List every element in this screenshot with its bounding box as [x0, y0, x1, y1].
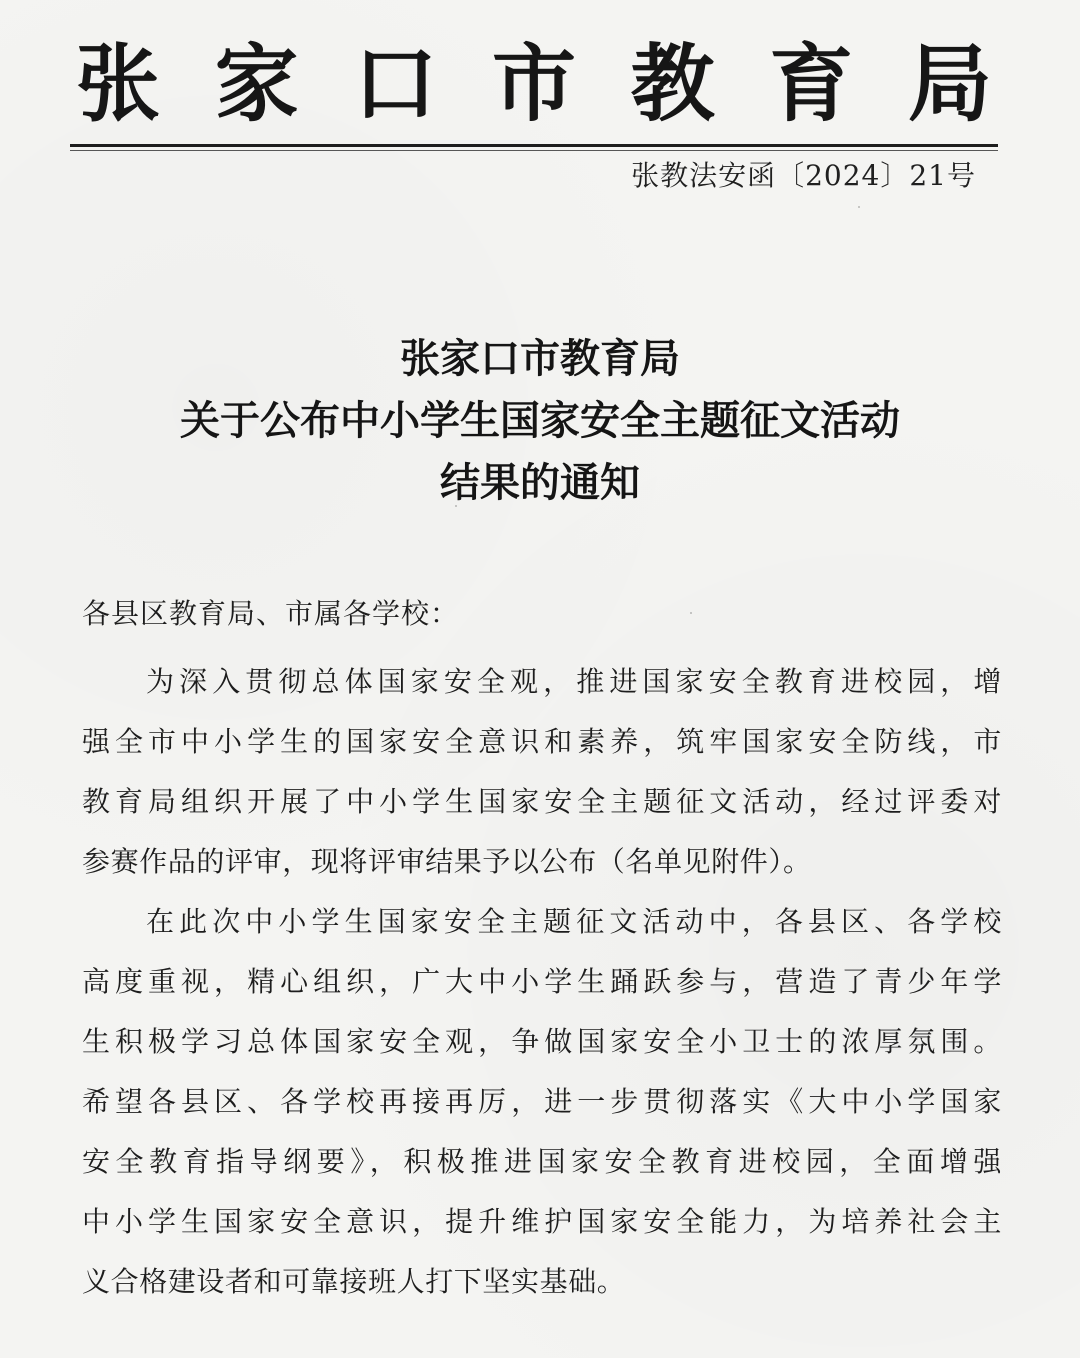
scan-speck: [690, 612, 692, 614]
letterhead-title: [70, 34, 998, 134]
letterhead-char: 张: [75, 35, 160, 133]
letterhead-char: 局: [907, 35, 992, 133]
paragraph-1-line: 教育局组织开展了中小学生国家安全主题征文活动，经过评委对: [82, 785, 1002, 818]
letterhead-char: 教: [630, 35, 715, 133]
paragraph-2-line: 希望各县区、各学校再接再厉，进一步贯彻落实《大中小学国家: [82, 1085, 1002, 1118]
paragraph-1-line: 强全市中小学生的国家安全意识和素养，筑牢国家安全防线，市: [82, 725, 1002, 758]
scan-speck: [858, 206, 860, 208]
document-number: 张教法安函〔2024〕21号: [631, 159, 976, 192]
paragraph-1-line: 为深入贯彻总体国家安全观，推进国家安全教育进校园，增: [146, 665, 1002, 698]
paragraph-2-line: 高度重视，精心组织，广大中小学生踊跃参与，营造了青少年学: [82, 965, 1002, 998]
letterhead-rule: [70, 144, 998, 147]
paragraph-2-line: 中小学生国家安全意识，提升维护国家安全能力，为培养社会主: [82, 1205, 1002, 1238]
salutation: 各县区教育局、市属各学校：: [82, 597, 460, 630]
letterhead-char: 口: [353, 35, 438, 133]
notice-body: [82, 652, 1002, 1312]
title-line-2: 关于公布中小学生国家安全主题征文活动: [180, 398, 900, 444]
letterhead-rule-thin: [70, 150, 998, 151]
paragraph-2-line: 安全教育指导纲要》，积极推进国家安全教育进校园，全面增强: [82, 1145, 1002, 1178]
letterhead-char: 育: [769, 35, 854, 133]
paragraph-2-line: 生积极学习总体国家安全观，争做国家安全小卫士的浓厚氛围。: [82, 1025, 1002, 1058]
paragraph-2-line: 义合格建设者和可靠接班人打下坚实基础。: [82, 1265, 626, 1298]
title-line-1: 张家口市教育局: [400, 336, 680, 382]
letterhead-char: 市: [491, 35, 576, 133]
title-line-3: 结果的通知: [440, 460, 640, 506]
paragraph-1-line: 参赛作品的评审，现将评审结果予以公布（名单见附件）。: [82, 845, 812, 878]
notice-title: [40, 328, 1040, 514]
paragraph-2-line: 在此次中小学生国家安全主题征文活动中，各县区、各学校: [146, 905, 1002, 938]
letterhead-char: 家: [214, 35, 299, 133]
scan-speck: [455, 505, 457, 507]
